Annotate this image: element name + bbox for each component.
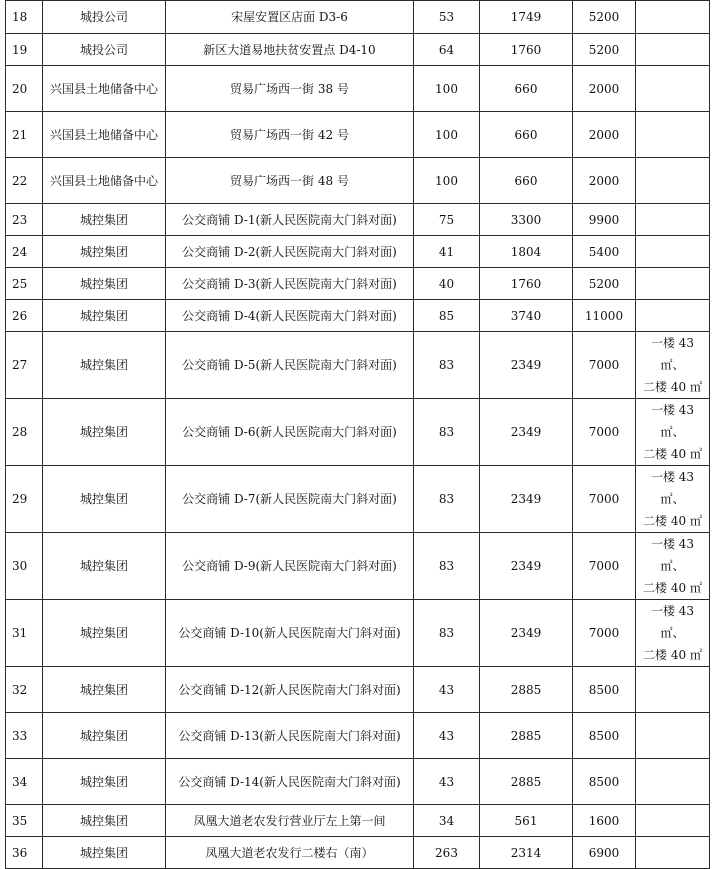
location-cell: 公交商铺 D-13(新人民医院南大门斜对面) bbox=[166, 713, 414, 759]
table-row bbox=[6, 332, 710, 399]
unit-cell: 兴国县土地储备中心 bbox=[43, 112, 166, 158]
unit-cell: 城投公司 bbox=[43, 1, 166, 34]
row-number-cell: 31 bbox=[6, 600, 43, 667]
unit-cell: 城控集团 bbox=[43, 204, 166, 236]
rent-a-cell: 2349 bbox=[480, 466, 573, 533]
row-number-cell: 25 bbox=[6, 268, 43, 300]
rent-a-cell: 1749 bbox=[480, 1, 573, 34]
rent-b-cell: 7000 bbox=[573, 399, 636, 466]
rent-b-cell: 5200 bbox=[573, 34, 636, 66]
area-cell: 43 bbox=[414, 667, 480, 713]
note-line: 一楼 43 ㎡、 bbox=[650, 537, 695, 573]
table-row bbox=[6, 158, 710, 204]
note-cell bbox=[636, 805, 710, 837]
unit-cell: 城控集团 bbox=[43, 268, 166, 300]
note-cell bbox=[636, 112, 710, 158]
unit-cell: 城控集团 bbox=[43, 533, 166, 600]
rent-b-cell: 8500 bbox=[573, 713, 636, 759]
note-line: 二楼 40 ㎡ bbox=[643, 447, 702, 461]
unit-cell: 城投公司 bbox=[43, 34, 166, 66]
note-cell bbox=[636, 533, 710, 600]
location-cell: 公交商铺 D-7(新人民医院南大门斜对面) bbox=[166, 466, 414, 533]
table-body bbox=[6, 1, 710, 869]
table-row bbox=[6, 759, 710, 805]
rent-a-cell: 1804 bbox=[480, 236, 573, 268]
note-line: 一楼 43 ㎡、 bbox=[650, 470, 695, 506]
rent-a-cell: 2349 bbox=[480, 332, 573, 399]
table-row bbox=[6, 204, 710, 236]
table-row bbox=[6, 713, 710, 759]
row-number-cell: 26 bbox=[6, 300, 43, 332]
row-number-cell: 29 bbox=[6, 466, 43, 533]
note-cell bbox=[636, 667, 710, 713]
unit-cell: 城控集团 bbox=[43, 332, 166, 399]
note-cell bbox=[636, 236, 710, 268]
area-cell: 100 bbox=[414, 112, 480, 158]
unit-cell: 城控集团 bbox=[43, 713, 166, 759]
unit-cell: 城控集团 bbox=[43, 466, 166, 533]
note-cell bbox=[636, 713, 710, 759]
area-cell: 85 bbox=[414, 300, 480, 332]
rent-a-cell: 1760 bbox=[480, 268, 573, 300]
area-cell: 100 bbox=[414, 158, 480, 204]
note-line: 二楼 40 ㎡ bbox=[643, 648, 702, 662]
row-number-cell: 28 bbox=[6, 399, 43, 466]
unit-cell: 城控集团 bbox=[43, 236, 166, 268]
location-cell: 公交商铺 D-4(新人民医院南大门斜对面) bbox=[166, 300, 414, 332]
row-number-cell: 35 bbox=[6, 805, 43, 837]
note-cell bbox=[636, 300, 710, 332]
rent-a-cell: 3300 bbox=[480, 204, 573, 236]
note-line: 一楼 43 ㎡、 bbox=[650, 604, 695, 640]
unit-cell: 城控集团 bbox=[43, 805, 166, 837]
unit-cell: 城控集团 bbox=[43, 837, 166, 869]
area-cell: 43 bbox=[414, 713, 480, 759]
area-cell: 53 bbox=[414, 1, 480, 34]
rent-b-cell: 8500 bbox=[573, 667, 636, 713]
note-cell bbox=[636, 204, 710, 236]
row-number-cell: 24 bbox=[6, 236, 43, 268]
row-number-cell: 20 bbox=[6, 66, 43, 112]
rent-a-cell: 2885 bbox=[480, 667, 573, 713]
row-number-cell: 34 bbox=[6, 759, 43, 805]
location-cell: 贸易广场西一街 42 号 bbox=[166, 112, 414, 158]
rent-b-cell: 1600 bbox=[573, 805, 636, 837]
row-number-cell: 18 bbox=[6, 1, 43, 34]
table-row bbox=[6, 600, 710, 667]
unit-cell: 城控集团 bbox=[43, 759, 166, 805]
rent-b-cell: 2000 bbox=[573, 112, 636, 158]
table-row bbox=[6, 533, 710, 600]
row-number-cell: 22 bbox=[6, 158, 43, 204]
row-number-cell: 23 bbox=[6, 204, 43, 236]
unit-cell: 城控集团 bbox=[43, 600, 166, 667]
rent-b-cell: 5200 bbox=[573, 1, 636, 34]
note-cell bbox=[636, 1, 710, 34]
row-number-cell: 36 bbox=[6, 837, 43, 869]
note-cell bbox=[636, 268, 710, 300]
table-row bbox=[6, 112, 710, 158]
table-row bbox=[6, 837, 710, 869]
table-row bbox=[6, 805, 710, 837]
unit-cell: 城控集团 bbox=[43, 300, 166, 332]
note-cell bbox=[636, 837, 710, 869]
row-number-cell: 21 bbox=[6, 112, 43, 158]
table-row bbox=[6, 300, 710, 332]
location-cell: 贸易广场西一街 48 号 bbox=[166, 158, 414, 204]
row-number-cell: 27 bbox=[6, 332, 43, 399]
location-cell: 公交商铺 D-12(新人民医院南大门斜对面) bbox=[166, 667, 414, 713]
area-cell: 75 bbox=[414, 204, 480, 236]
rent-b-cell: 8500 bbox=[573, 759, 636, 805]
table-row bbox=[6, 466, 710, 533]
note-line: 一楼 43 ㎡、 bbox=[650, 336, 695, 372]
location-cell: 凤凰大道老农发行二楼右（南） bbox=[166, 837, 414, 869]
location-cell: 公交商铺 D-10(新人民医院南大门斜对面) bbox=[166, 600, 414, 667]
note-cell bbox=[636, 759, 710, 805]
note-line: 二楼 40 ㎡ bbox=[643, 380, 702, 394]
rent-b-cell: 5400 bbox=[573, 236, 636, 268]
location-cell: 公交商铺 D-5(新人民医院南大门斜对面) bbox=[166, 332, 414, 399]
area-cell: 34 bbox=[414, 805, 480, 837]
rent-a-cell: 2885 bbox=[480, 759, 573, 805]
rent-a-cell: 2314 bbox=[480, 837, 573, 869]
note-cell bbox=[636, 158, 710, 204]
table-row bbox=[6, 66, 710, 112]
table-row bbox=[6, 236, 710, 268]
unit-cell: 兴国县土地储备中心 bbox=[43, 158, 166, 204]
area-cell: 83 bbox=[414, 600, 480, 667]
location-cell: 公交商铺 D-1(新人民医院南大门斜对面) bbox=[166, 204, 414, 236]
area-cell: 64 bbox=[414, 34, 480, 66]
unit-cell: 兴国县土地储备中心 bbox=[43, 66, 166, 112]
property-table bbox=[5, 0, 710, 869]
rent-b-cell: 7000 bbox=[573, 466, 636, 533]
rent-a-cell: 561 bbox=[480, 805, 573, 837]
note-cell bbox=[636, 34, 710, 66]
table-row bbox=[6, 34, 710, 66]
rent-b-cell: 5200 bbox=[573, 268, 636, 300]
table-row bbox=[6, 1, 710, 34]
rent-a-cell: 660 bbox=[480, 158, 573, 204]
location-cell: 公交商铺 D-9(新人民医院南大门斜对面) bbox=[166, 533, 414, 600]
location-cell: 公交商铺 D-14(新人民医院南大门斜对面) bbox=[166, 759, 414, 805]
location-cell: 新区大道易地扶贫安置点 D4-10 bbox=[166, 34, 414, 66]
row-number-cell: 33 bbox=[6, 713, 43, 759]
area-cell: 40 bbox=[414, 268, 480, 300]
rent-a-cell: 3740 bbox=[480, 300, 573, 332]
row-number-cell: 19 bbox=[6, 34, 43, 66]
rent-b-cell: 7000 bbox=[573, 533, 636, 600]
location-cell: 公交商铺 D-2(新人民医院南大门斜对面) bbox=[166, 236, 414, 268]
area-cell: 83 bbox=[414, 332, 480, 399]
location-cell: 公交商铺 D-3(新人民医院南大门斜对面) bbox=[166, 268, 414, 300]
area-cell: 83 bbox=[414, 399, 480, 466]
rent-b-cell: 2000 bbox=[573, 158, 636, 204]
unit-cell: 城控集团 bbox=[43, 399, 166, 466]
note-cell bbox=[636, 399, 710, 466]
row-number-cell: 30 bbox=[6, 533, 43, 600]
area-cell: 100 bbox=[414, 66, 480, 112]
note-line: 二楼 40 ㎡ bbox=[643, 581, 702, 595]
note-cell bbox=[636, 466, 710, 533]
table-row bbox=[6, 268, 710, 300]
rent-a-cell: 1760 bbox=[480, 34, 573, 66]
area-cell: 263 bbox=[414, 837, 480, 869]
rent-a-cell: 2349 bbox=[480, 600, 573, 667]
note-line: 一楼 43 ㎡、 bbox=[650, 403, 695, 439]
rent-a-cell: 660 bbox=[480, 112, 573, 158]
location-cell: 凤凰大道老农发行营业厅左上第一间 bbox=[166, 805, 414, 837]
rent-b-cell: 2000 bbox=[573, 66, 636, 112]
table-row bbox=[6, 399, 710, 466]
note-line: 二楼 40 ㎡ bbox=[643, 514, 702, 528]
rent-b-cell: 7000 bbox=[573, 600, 636, 667]
area-cell: 41 bbox=[414, 236, 480, 268]
note-cell bbox=[636, 66, 710, 112]
area-cell: 83 bbox=[414, 466, 480, 533]
row-number-cell: 32 bbox=[6, 667, 43, 713]
rent-a-cell: 660 bbox=[480, 66, 573, 112]
rent-a-cell: 2885 bbox=[480, 713, 573, 759]
location-cell: 贸易广场西一街 38 号 bbox=[166, 66, 414, 112]
area-cell: 43 bbox=[414, 759, 480, 805]
area-cell: 83 bbox=[414, 533, 480, 600]
note-cell bbox=[636, 332, 710, 399]
rent-b-cell: 7000 bbox=[573, 332, 636, 399]
unit-cell: 城控集团 bbox=[43, 667, 166, 713]
table-row bbox=[6, 667, 710, 713]
location-cell: 公交商铺 D-6(新人民医院南大门斜对面) bbox=[166, 399, 414, 466]
rent-b-cell: 6900 bbox=[573, 837, 636, 869]
rent-a-cell: 2349 bbox=[480, 399, 573, 466]
rent-b-cell: 11000 bbox=[573, 300, 636, 332]
note-cell bbox=[636, 600, 710, 667]
rent-a-cell: 2349 bbox=[480, 533, 573, 600]
location-cell: 宋屋安置区店面 D3-6 bbox=[166, 1, 414, 34]
rent-b-cell: 9900 bbox=[573, 204, 636, 236]
